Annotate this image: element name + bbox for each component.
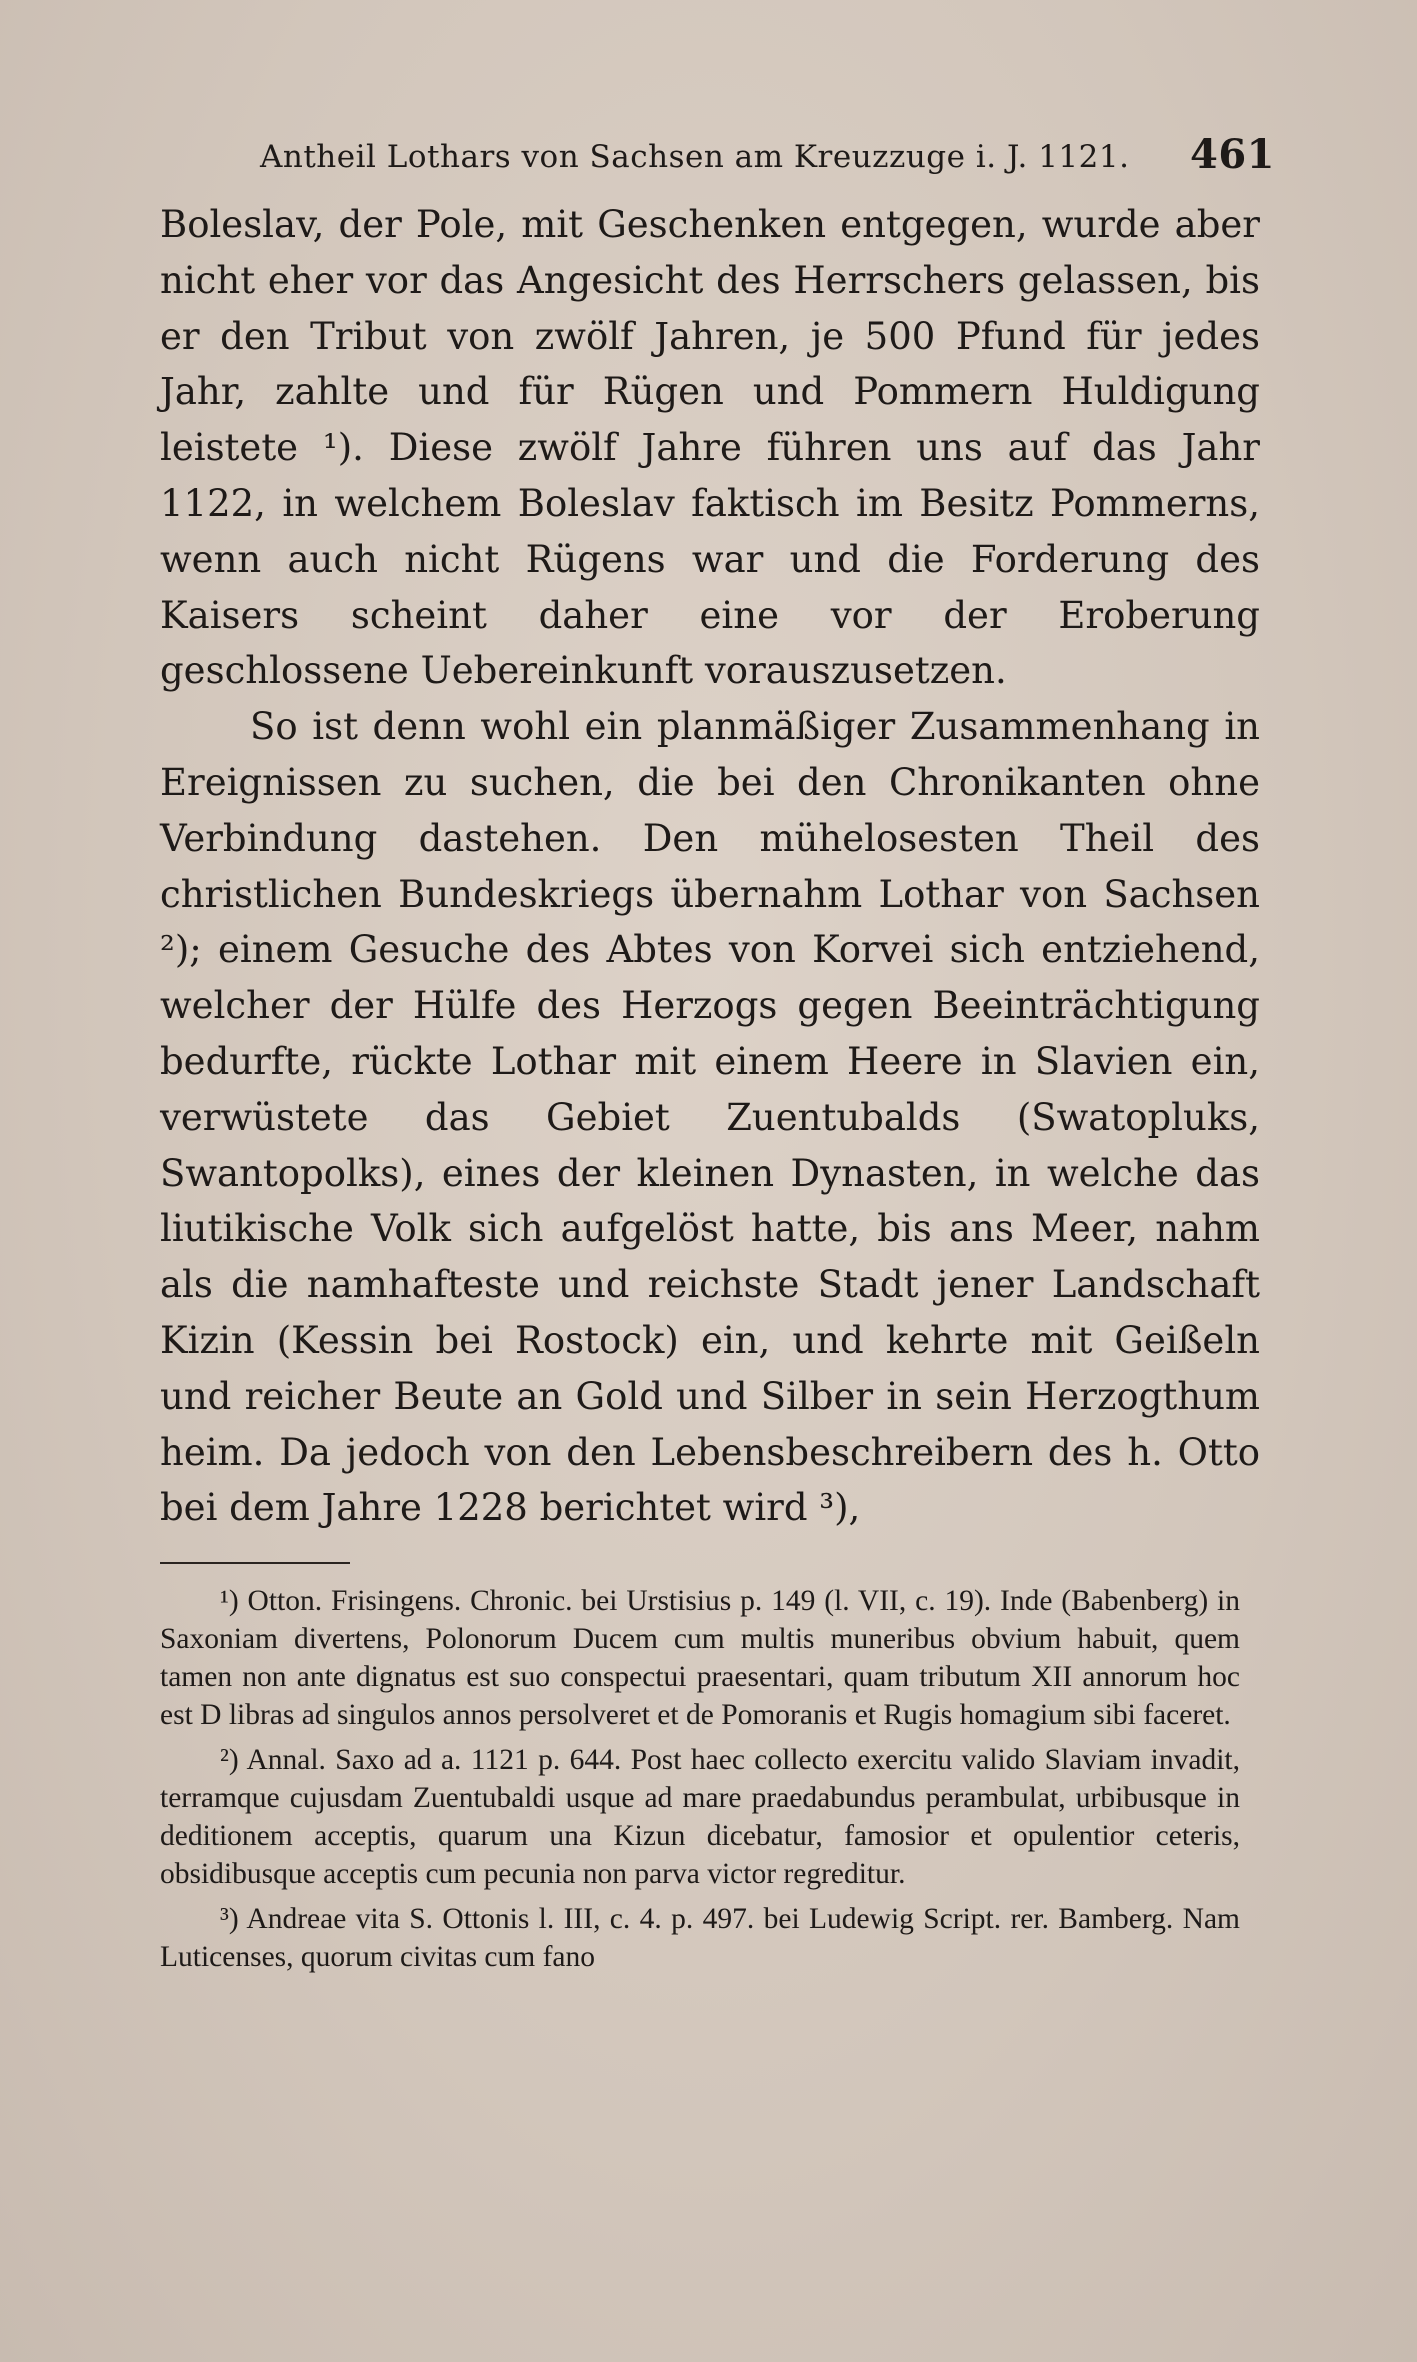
footnote-2: ²) Annal. Saxo ad a. 1121 p. 644. Post haec collecto exercitu valido Slaviam invadit, terramque cujusdam Zuentubaldi usque ad mare praedabundus perambulat, urbibusque in deditionem acceptis, quarum una Kizun dicebatur, famosior et opulentior ceteris, obsidibusque acceptis cum pecunia non parva victor regreditur. [160, 1744, 1240, 1891]
body-text [160, 197, 1260, 1536]
paragraph-1: Boleslav, der Pole, mit Geschenken entgegen, wurde aber nicht eher vor das Angesicht des Herrschers gelassen, bis er den Tribut von zwölf Jahren, je 500 Pfund für jedes Jahr, zahlte und für Rügen und Pommern Huldigung leistete ¹). Diese zwölf Jahre führen uns auf das Jahr 1122, in welchem Boleslav faktisch im Besitz Pommerns, wenn auch nicht Rügens war und die Forderung des Kaisers scheint daher eine vor der Eroberung geschlossene Uebereinkunft vorauszusetzen. [160, 203, 1260, 693]
running-title: Antheil Lothars von Sachsen am Kreuzzuge i. J. 1121. [260, 139, 1130, 175]
footnote-separator [160, 1562, 350, 1564]
footnotes [160, 1582, 1240, 1976]
footnote-1: ¹) Otton. Frisingens. Chronic. bei Urstisius p. 149 (l. VII, c. 19). Inde (Babenberg) in Saxoniam divertens, Polonorum Ducem cum multis muneribus obvium habuit, quem tamen non ante dignatus est suo conspectui praesentari, quam tributum XII annorum hoc est D libras ad singulos annos persolveret et de Pomoranis et Rugis homagium sibi faceret. [160, 1585, 1240, 1732]
footnote-3: ³) Andreae vita S. Ottonis l. III, c. 4. p. 497. bei Ludewig Script. rer. Bamberg. Nam Luticenses, quorum civitas cum fano [160, 1903, 1240, 1974]
page-number: 461 [1190, 131, 1275, 178]
paragraph-2: So ist denn wohl ein planmäßiger Zusammenhang in Ereignissen zu suchen, die bei den Chronikanten ohne Verbindung dastehen. Den mühelosesten Theil des christlichen Bundeskriegs übernahm Lothar von Sachsen ²); einem Gesuche des Abtes von Korvei sich entziehend, welcher der Hülfe des Herzogs gegen Beeinträchtigung bedurfte, rückte Lothar mit einem Heere in Slavien ein, verwüstete das Gebiet Zuentubalds (Swatopluks, Swantopolks), eines der kleinen Dynasten, in welche das liutikische Volk sich aufgelöst hatte, bis ans Meer, nahm als die namhafteste und reichste Stadt jener Landschaft Kizin (Kessin bei Rostock) ein, und kehrte mit Geißeln und reicher Beute an Gold und Silber in sein Herzogthum heim. Da jedoch von den Lebensbeschreibern des h. Otto bei dem Jahre 1228 berichtet wird ³), [160, 705, 1260, 1530]
book-page [160, 125, 1275, 1983]
running-head [160, 125, 1275, 185]
